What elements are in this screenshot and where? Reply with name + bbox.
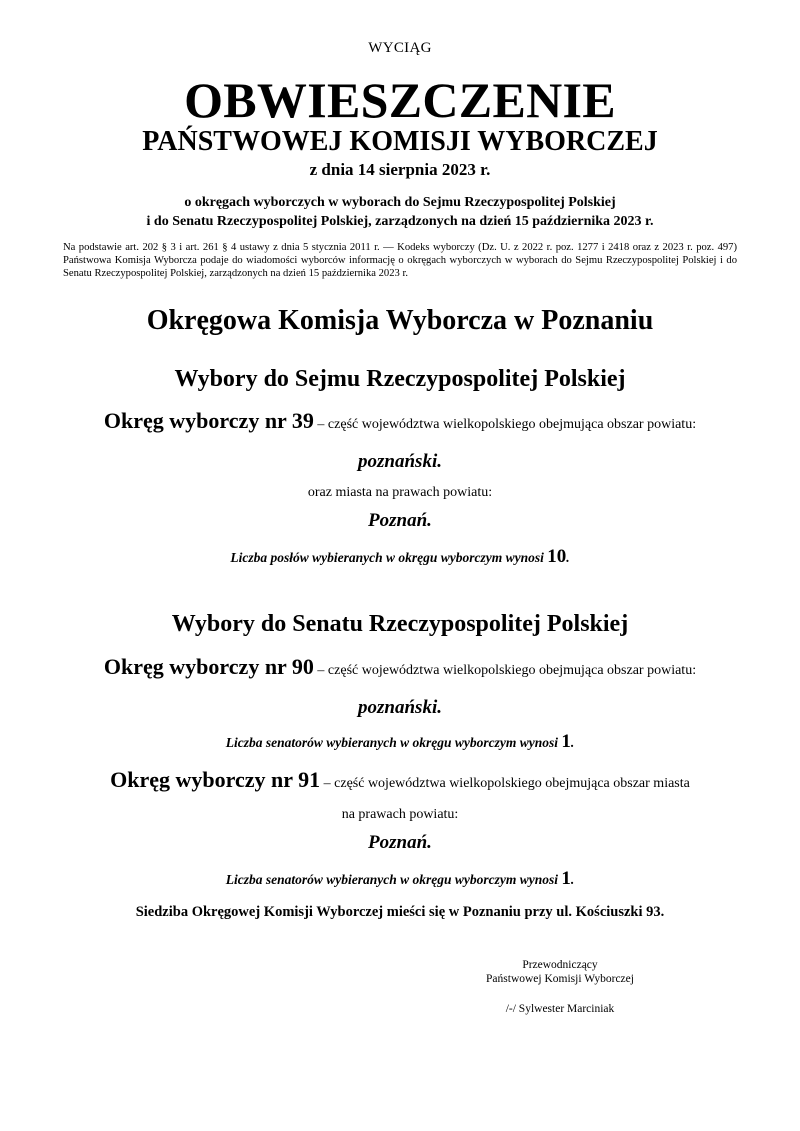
count-text: Liczba senatorów wybieranych w okręgu wyborczym wynosi: [225, 872, 562, 887]
document-about: [0, 193, 800, 231]
count-value: 1: [561, 731, 571, 752]
sejm-also-text: oraz miasta na prawach powiatu:: [307, 485, 493, 500]
about-line-1: o okręgach wyborczych w wyborach do Sejmu Rzeczypospolitej Polskiej: [184, 195, 616, 210]
commission-heading: Okręgowa Komisja Wyborcza w Poznaniu: [146, 305, 654, 336]
signature-name: /-/ Sylwester Marciniak: [505, 1003, 615, 1015]
senat-d91-city: Poznań.: [368, 832, 432, 853]
district-number-label: Okręg wyborczy nr 91: [110, 767, 321, 792]
count-end: .: [570, 735, 575, 750]
district-number-label: Okręg wyborczy nr 39: [103, 408, 314, 433]
sejm-seat-count: [0, 546, 800, 569]
count-end: .: [566, 550, 570, 565]
count-value: 10: [547, 546, 567, 567]
count-end: .: [570, 872, 575, 887]
commission-seat: Siedziba Okręgowej Komisji Wyborczej mieści się w Poznaniu przy ul. Kościuszki 93.: [135, 904, 665, 920]
sejm-heading: Wybory do Sejmu Rzeczypospolitej Polskiej: [174, 366, 626, 392]
sejm-county: poznański.: [358, 451, 442, 472]
document-title: OBWIESZCZENIE: [184, 72, 616, 128]
senat-district-90: [0, 652, 800, 686]
senat-d90-seat-count: [0, 731, 800, 754]
count-value: 1: [561, 868, 571, 889]
district-description: – część województwa wielkopolskiego obejmująca obszar powiatu:: [313, 417, 697, 432]
document-subtitle: PAŃSTWOWEJ KOMISJI WYBORCZEJ: [142, 126, 658, 157]
signature-role-2: Państwowej Komisji Wyborczej: [486, 973, 634, 985]
district-number-label: Okręg wyborczy nr 90: [103, 654, 314, 679]
legal-basis: Na podstawie art. 202 § 3 i art. 261 § 4 ustawy z dnia 5 stycznia 2011 r. — Kodeks wyborczy (Dz. U. z 2022 r. poz. 1277 i 2418 oraz z 2023 r. poz. 497) Państwowa Komisja Wyborcza podaje do wiadomości wyborców informację o okręgach wyborczych w wyborach do Sejmu Rzeczypospolitej Polskiej i do Senatu Rzeczypospolitej Polskiej, zarządzonych na dzień 15 października 2023 r.: [63, 242, 737, 280]
district-description: – część województwa wielkopolskiego obejmująca obszar miasta: [320, 776, 690, 791]
count-text: Liczba senatorów wybieranych w okręgu wyborczym wynosi: [225, 735, 562, 750]
senat-d90-county: poznański.: [358, 697, 442, 718]
count-text: Liczba posłów wybieranych w okręgu wyborczym wynosi: [230, 550, 548, 565]
senat-heading: Wybory do Senatu Rzeczypospolitej Polskiej: [171, 611, 629, 637]
sejm-city: Poznań.: [368, 510, 432, 531]
sejm-district-39: [0, 406, 800, 440]
district-description: – część województwa wielkopolskiego obejmująca obszar powiatu:: [313, 663, 697, 678]
document-date: z dnia 14 sierpnia 2023 r.: [309, 160, 491, 179]
senat-d91-desc-cont: na prawach powiatu:: [341, 807, 459, 822]
extract-label: WYCIĄG: [368, 40, 432, 56]
senat-district-91: [0, 765, 800, 799]
about-line-2: i do Senatu Rzeczypospolitej Polskiej, zarządzonych na dzień 15 października 2023 r.: [146, 214, 654, 229]
signature-role-1: Przewodniczący: [522, 959, 598, 971]
senat-d91-seat-count: [0, 868, 800, 891]
